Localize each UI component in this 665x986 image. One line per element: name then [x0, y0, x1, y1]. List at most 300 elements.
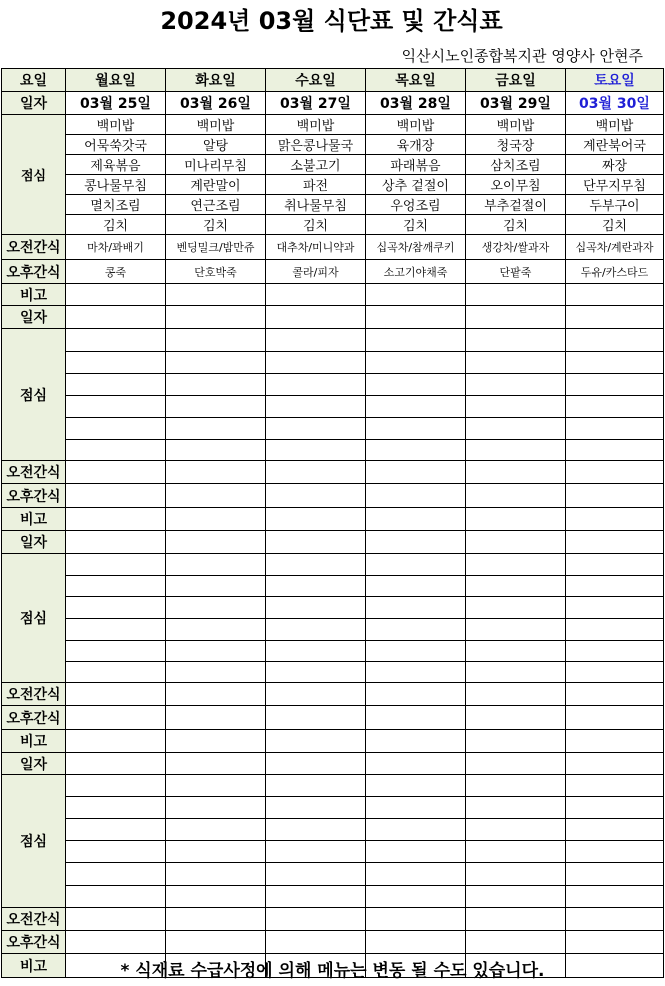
day-label: 요일	[2, 69, 66, 92]
am-snack-label: 오전간식	[2, 235, 66, 260]
pm-snack-cell	[566, 484, 664, 508]
table-row	[2, 306, 664, 329]
menu-item	[166, 396, 266, 418]
menu-item: 두부구이	[566, 195, 664, 215]
menu-item	[466, 329, 566, 352]
menu-item	[166, 374, 266, 396]
am-snack-cell	[466, 461, 566, 484]
date-cell: 03월 28일	[366, 92, 466, 115]
am-snack-label: 오전간식	[2, 908, 66, 931]
am-snack-cell	[166, 683, 266, 706]
table-row	[2, 819, 664, 841]
table-row	[2, 260, 664, 284]
menu-item	[566, 418, 664, 440]
am-snack-cell: 십곡차/참깨쿠키	[366, 235, 466, 260]
menu-item: 백미밥	[366, 115, 466, 135]
am-snack-cell	[66, 461, 166, 484]
date-cell: 03월 27일	[266, 92, 366, 115]
pm-snack-cell	[366, 484, 466, 508]
menu-item	[466, 576, 566, 597]
day-header: 월요일	[66, 69, 166, 92]
table-row	[2, 352, 664, 374]
am-snack-cell	[366, 461, 466, 484]
date-cell	[566, 531, 664, 554]
menu-item	[266, 418, 366, 440]
note-cell	[566, 508, 664, 531]
menu-item	[466, 797, 566, 819]
menu-item	[566, 797, 664, 819]
date-cell	[366, 306, 466, 329]
lunch-label: 점심	[2, 554, 66, 683]
menu-item: 짜장	[566, 155, 664, 175]
am-snack-cell: 벤딩밀크/밤만쥬	[166, 235, 266, 260]
menu-item	[166, 662, 266, 683]
menu-item	[266, 886, 366, 908]
pm-snack-label: 오후간식	[2, 706, 66, 730]
pm-snack-cell: 소고기야채죽	[366, 260, 466, 284]
menu-item	[266, 775, 366, 797]
pm-snack-cell	[266, 484, 366, 508]
menu-item	[566, 841, 664, 863]
menu-item	[566, 886, 664, 908]
pm-snack-cell	[266, 931, 366, 954]
menu-item	[66, 641, 166, 662]
table-row	[2, 461, 664, 484]
am-snack-cell	[66, 683, 166, 706]
menu-item	[266, 619, 366, 641]
menu-item	[66, 597, 166, 619]
menu-item	[166, 597, 266, 619]
table-row	[2, 195, 664, 215]
note-cell	[166, 508, 266, 531]
menu-item	[366, 775, 466, 797]
menu-item: 단무지무침	[566, 175, 664, 195]
am-snack-cell	[566, 461, 664, 484]
menu-item: 파전	[266, 175, 366, 195]
date-cell: 03월 26일	[166, 92, 266, 115]
menu-item	[166, 440, 266, 461]
date-cell	[66, 753, 166, 775]
menu-item	[366, 819, 466, 841]
menu-item	[166, 863, 266, 886]
menu-item	[366, 641, 466, 662]
menu-item: 맑은콩나물국	[266, 135, 366, 155]
am-snack-cell	[366, 683, 466, 706]
menu-item: 상추 겉절이	[366, 175, 466, 195]
menu-item: 백미밥	[566, 115, 664, 135]
day-header: 토요일	[566, 69, 664, 92]
date-cell	[566, 306, 664, 329]
menu-item	[366, 841, 466, 863]
author-line: 익산시노인종합복지관 영양사 안현주	[401, 47, 643, 65]
menu-item	[66, 352, 166, 374]
table-row	[2, 775, 664, 797]
menu-item	[66, 662, 166, 683]
menu-item	[466, 863, 566, 886]
menu-item	[266, 329, 366, 352]
menu-item	[166, 329, 266, 352]
menu-item	[166, 352, 266, 374]
note-cell	[66, 284, 166, 306]
date-cell: 03월 30일	[566, 92, 664, 115]
table-row	[2, 683, 664, 706]
menu-item	[166, 886, 266, 908]
menu-item	[366, 440, 466, 461]
table-row	[2, 440, 664, 461]
date-cell	[66, 306, 166, 329]
menu-item: 우엉조림	[366, 195, 466, 215]
menu-item	[466, 396, 566, 418]
menu-item	[566, 396, 664, 418]
menu-item	[266, 641, 366, 662]
menu-item	[566, 329, 664, 352]
day-header: 목요일	[366, 69, 466, 92]
table-row	[2, 484, 664, 508]
menu-item: 김치	[566, 215, 664, 235]
am-snack-cell	[266, 461, 366, 484]
menu-item: 김치	[66, 215, 166, 235]
date-cell	[366, 531, 466, 554]
table-row	[2, 886, 664, 908]
menu-item	[266, 352, 366, 374]
menu-item	[466, 641, 566, 662]
table-row	[2, 175, 664, 195]
menu-item	[166, 775, 266, 797]
menu-item: 제육볶음	[66, 155, 166, 175]
menu-item	[66, 619, 166, 641]
am-snack-cell	[466, 683, 566, 706]
menu-item: 미나리무침	[166, 155, 266, 175]
menu-item	[266, 576, 366, 597]
table-row	[2, 69, 664, 92]
menu-item	[266, 819, 366, 841]
note-cell	[566, 730, 664, 753]
am-snack-cell	[366, 908, 466, 931]
note-cell	[66, 730, 166, 753]
menu-item	[566, 863, 664, 886]
table-row	[2, 418, 664, 440]
table-row	[2, 908, 664, 931]
table-row	[2, 155, 664, 175]
menu-item: 김치	[266, 215, 366, 235]
menu-item	[366, 597, 466, 619]
note-label: 비고	[2, 284, 66, 306]
pm-snack-cell	[166, 706, 266, 730]
date-cell	[466, 753, 566, 775]
table-row	[2, 235, 664, 260]
note-label: 비고	[2, 730, 66, 753]
menu-item	[266, 863, 366, 886]
menu-item	[566, 374, 664, 396]
note-cell	[166, 284, 266, 306]
pm-snack-cell	[266, 706, 366, 730]
menu-item	[366, 797, 466, 819]
menu-item	[366, 396, 466, 418]
am-snack-cell	[166, 908, 266, 931]
pm-snack-cell	[466, 931, 566, 954]
menu-item	[66, 418, 166, 440]
date-cell	[166, 306, 266, 329]
menu-item	[266, 841, 366, 863]
pm-snack-cell	[366, 706, 466, 730]
table-row	[2, 641, 664, 662]
note-cell	[266, 730, 366, 753]
menu-item	[366, 886, 466, 908]
date-label: 일자	[2, 753, 66, 775]
table-row	[2, 730, 664, 753]
date-cell: 03월 25일	[66, 92, 166, 115]
menu-item	[366, 662, 466, 683]
date-label: 일자	[2, 306, 66, 329]
menu-item	[166, 554, 266, 576]
date-cell	[266, 306, 366, 329]
menu-item: 청국장	[466, 135, 566, 155]
menu-item	[66, 841, 166, 863]
am-snack-cell	[466, 908, 566, 931]
menu-item	[366, 619, 466, 641]
menu-item	[366, 554, 466, 576]
date-label: 일자	[2, 531, 66, 554]
menu-item	[66, 329, 166, 352]
note-cell	[266, 284, 366, 306]
note-cell	[466, 508, 566, 531]
date-cell	[166, 753, 266, 775]
table-row	[2, 619, 664, 641]
pm-snack-cell	[66, 484, 166, 508]
menu-item	[566, 554, 664, 576]
lunch-label: 점심	[2, 775, 66, 908]
menu-item	[266, 554, 366, 576]
note-cell	[166, 730, 266, 753]
menu-item	[166, 797, 266, 819]
table-row	[2, 135, 664, 155]
pm-snack-label: 오후간식	[2, 260, 66, 284]
menu-item	[266, 440, 366, 461]
am-snack-cell: 십곡차/계란과자	[566, 235, 664, 260]
menu-item	[66, 863, 166, 886]
am-snack-cell	[66, 908, 166, 931]
date-cell	[266, 531, 366, 554]
menu-item: 백미밥	[166, 115, 266, 135]
menu-item	[66, 554, 166, 576]
menu-item	[66, 819, 166, 841]
date-cell	[566, 753, 664, 775]
page-title: 2024년 03월 식단표 및 간식표	[160, 7, 503, 35]
am-snack-cell	[266, 908, 366, 931]
menu-item: 김치	[166, 215, 266, 235]
menu-item	[66, 886, 166, 908]
menu-item	[566, 775, 664, 797]
note-cell	[566, 284, 664, 306]
menu-item	[366, 863, 466, 886]
menu-item: 계란말이	[166, 175, 266, 195]
menu-item	[366, 352, 466, 374]
menu-item	[66, 374, 166, 396]
note-label: 비고	[2, 954, 66, 978]
pm-snack-cell	[166, 931, 266, 954]
am-snack-label: 오전간식	[2, 461, 66, 484]
menu-item	[566, 819, 664, 841]
menu-item: 계란북어국	[566, 135, 664, 155]
menu-item	[366, 576, 466, 597]
menu-item	[466, 819, 566, 841]
pm-snack-cell	[166, 484, 266, 508]
menu-item	[466, 619, 566, 641]
menu-item	[366, 374, 466, 396]
menu-item	[166, 576, 266, 597]
lunch-label: 점심	[2, 115, 66, 235]
pm-snack-cell	[366, 931, 466, 954]
menu-item: 백미밥	[66, 115, 166, 135]
table-row	[2, 931, 664, 954]
menu-item	[566, 576, 664, 597]
menu-item	[566, 440, 664, 461]
menu-item	[466, 418, 566, 440]
am-snack-cell	[566, 683, 664, 706]
menu-item	[466, 886, 566, 908]
menu-item: 백미밥	[266, 115, 366, 135]
menu-item	[466, 775, 566, 797]
table-row	[2, 554, 664, 576]
table-row	[2, 508, 664, 531]
am-snack-cell: 대추차/미니약과	[266, 235, 366, 260]
pm-snack-label: 오후간식	[2, 931, 66, 954]
table-row	[2, 662, 664, 683]
menu-item: 육개장	[366, 135, 466, 155]
table-row	[2, 92, 664, 115]
am-snack-cell	[566, 908, 664, 931]
menu-item	[466, 597, 566, 619]
menu-item	[266, 797, 366, 819]
menu-item	[66, 396, 166, 418]
menu-item	[566, 619, 664, 641]
menu-item	[66, 797, 166, 819]
date-cell	[466, 306, 566, 329]
menu-table	[1, 68, 664, 978]
table-row	[2, 396, 664, 418]
date-cell	[366, 753, 466, 775]
pm-snack-cell: 콜라/피자	[266, 260, 366, 284]
pm-snack-cell: 콩죽	[66, 260, 166, 284]
table-row	[2, 374, 664, 396]
pm-snack-cell: 두유/카스타드	[566, 260, 664, 284]
am-snack-cell	[166, 461, 266, 484]
menu-item	[266, 396, 366, 418]
table-row	[2, 284, 664, 306]
menu-item: 연근조림	[166, 195, 266, 215]
menu-item	[266, 662, 366, 683]
date-cell	[66, 531, 166, 554]
menu-item	[166, 841, 266, 863]
note-cell	[366, 508, 466, 531]
menu-item	[466, 374, 566, 396]
table-row	[2, 841, 664, 863]
menu-item: 삼치조림	[466, 155, 566, 175]
pm-snack-cell	[66, 931, 166, 954]
table-row	[2, 329, 664, 352]
menu-item: 부추겉절이	[466, 195, 566, 215]
menu-item: 김치	[466, 215, 566, 235]
menu-item	[266, 374, 366, 396]
menu-item	[166, 619, 266, 641]
menu-item	[566, 352, 664, 374]
day-header: 수요일	[266, 69, 366, 92]
menu-item	[366, 329, 466, 352]
note-cell	[366, 730, 466, 753]
note-cell	[466, 284, 566, 306]
menu-item	[466, 662, 566, 683]
table-row	[2, 706, 664, 730]
menu-item: 김치	[366, 215, 466, 235]
menu-item	[466, 352, 566, 374]
table-row	[2, 215, 664, 235]
date-cell	[266, 753, 366, 775]
menu-item	[566, 641, 664, 662]
menu-item: 어묵쑥갓국	[66, 135, 166, 155]
pm-snack-cell	[566, 931, 664, 954]
pm-snack-cell	[66, 706, 166, 730]
am-snack-cell: 생강차/쌀과자	[466, 235, 566, 260]
date-cell	[466, 531, 566, 554]
am-snack-cell: 마차/꽈배기	[66, 235, 166, 260]
note-label: 비고	[2, 508, 66, 531]
menu-item	[166, 819, 266, 841]
menu-item	[466, 841, 566, 863]
pm-snack-cell	[466, 484, 566, 508]
table-row	[2, 753, 664, 775]
pm-snack-cell	[466, 706, 566, 730]
menu-item	[66, 775, 166, 797]
footnote: * 식재료 수급사정에 의해 메뉴는 변동 될 수도 있습니다.	[120, 961, 545, 981]
lunch-label: 점심	[2, 329, 66, 461]
menu-item: 백미밥	[466, 115, 566, 135]
pm-snack-cell: 단호박죽	[166, 260, 266, 284]
date-cell: 03월 29일	[466, 92, 566, 115]
menu-item: 오이무침	[466, 175, 566, 195]
table-row	[2, 115, 664, 135]
menu-item	[566, 597, 664, 619]
table-row	[2, 863, 664, 886]
menu-item: 콩나물무침	[66, 175, 166, 195]
menu-item	[466, 554, 566, 576]
am-snack-cell	[266, 683, 366, 706]
pm-snack-label: 오후간식	[2, 484, 66, 508]
menu-item	[166, 418, 266, 440]
pm-snack-cell: 단팥죽	[466, 260, 566, 284]
note-cell	[66, 508, 166, 531]
note-cell	[366, 284, 466, 306]
menu-item	[566, 662, 664, 683]
menu-item: 취나물무침	[266, 195, 366, 215]
menu-item	[366, 418, 466, 440]
note-cell	[466, 730, 566, 753]
menu-item: 소불고기	[266, 155, 366, 175]
table-row	[2, 597, 664, 619]
table-row	[2, 797, 664, 819]
menu-item	[266, 597, 366, 619]
menu-item: 알탕	[166, 135, 266, 155]
menu-item	[166, 641, 266, 662]
table-row	[2, 576, 664, 597]
note-cell	[266, 508, 366, 531]
menu-item: 멸치조림	[66, 195, 166, 215]
menu-item	[466, 440, 566, 461]
day-header: 금요일	[466, 69, 566, 92]
menu-item	[66, 576, 166, 597]
am-snack-label: 오전간식	[2, 683, 66, 706]
table-row	[2, 531, 664, 554]
menu-item	[66, 440, 166, 461]
